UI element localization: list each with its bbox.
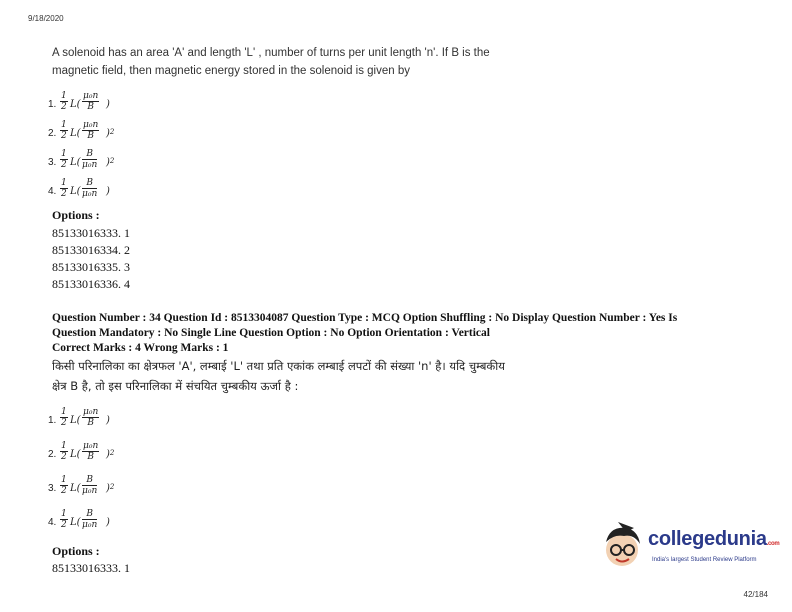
formula-L: L( [70, 517, 81, 528]
formula-L: L( [70, 415, 81, 426]
exponent: 2 [109, 128, 115, 136]
inner-fraction: $\frac{\text{μ₀n}}{B}$ [83, 91, 99, 112]
formula-number: 2. [48, 128, 57, 139]
logo-wordmark: collegedunia.com [648, 528, 780, 550]
option-line: 85133016335. 3 [52, 260, 130, 274]
half-fraction: $\frac{1}{2}$ [61, 509, 67, 530]
inner-fraction: $\frac{B}{\text{μ₀n}}$ [82, 149, 98, 170]
half-fraction: $\frac{1}{2}$ [61, 120, 67, 141]
formula-close: ) [106, 517, 110, 528]
formula-close: ) [106, 415, 110, 426]
option-line: 85133016336. 4 [52, 277, 130, 291]
formula-number: 4. [48, 517, 57, 528]
half-fraction: $\frac{1}{2}$ [61, 475, 67, 496]
option-line: 85133016333. 1 [52, 561, 130, 575]
formula-number: 3. [48, 483, 57, 494]
formula-number: 3. [48, 157, 57, 168]
exponent: 2 [109, 483, 115, 491]
formula-L: L( [70, 157, 81, 168]
formula-close: ) [106, 186, 110, 197]
option-line: 85133016333. 1 [52, 226, 130, 240]
question2-hindi-line1: किसी परिनालिका का क्षेत्रफल 'A', लम्बाई 'L' तथा प्रति एकांक लम्बाई लपटों की संख्या 'n' है। यदि चुम्बकीय [52, 359, 505, 373]
question2-options-label: Options : [52, 544, 100, 558]
formula-L: L( [70, 128, 81, 139]
inner-fraction: $\frac{\text{μ₀n}}{B}$ [83, 441, 99, 462]
half-fraction: $\frac{1}{2}$ [61, 407, 67, 428]
formula-number: 1. [48, 99, 57, 110]
inner-fraction: $\frac{B}{\text{μ₀n}}$ [82, 509, 98, 530]
half-fraction: $\frac{1}{2}$ [61, 178, 67, 199]
formula-L: L( [70, 99, 81, 110]
inner-fraction: $\frac{B}{\text{μ₀n}}$ [82, 475, 98, 496]
inner-fraction: $\frac{B}{\text{μ₀n}}$ [82, 178, 98, 199]
exponent: 2 [109, 157, 115, 165]
formula-L: L( [70, 483, 81, 494]
question2-hindi-text [52, 356, 505, 396]
inner-fraction: $\frac{\text{μ₀n}}{B}$ [83, 407, 99, 428]
question2-marks: Correct Marks : 4 Wrong Marks : 1 [52, 342, 229, 354]
formula-number: 2. [48, 449, 57, 460]
formula-close: )$^2$ [106, 449, 115, 460]
formula-number: 4. [48, 186, 57, 197]
page-number: 42/184 [743, 590, 768, 599]
question1-line2: magnetic field, then magnetic energy stored in the solenoid is given by [52, 65, 410, 77]
question2-meta [52, 311, 752, 356]
question1-options-label: Options : [52, 208, 100, 222]
question1-options [52, 226, 130, 294]
question2-meta-line1: Question Number : 34 Question Id : 8513304087 Question Type : MCQ Option Shuffling : No Display Question Number : Yes Is [52, 312, 678, 324]
formula-L: L( [70, 449, 81, 460]
option-line: 85133016334. 2 [52, 243, 130, 257]
question2-meta-line2: Question Mandatory : No Single Line Question Option : No Option Orientation : Vertical [52, 327, 490, 339]
half-fraction: $\frac{1}{2}$ [61, 149, 67, 170]
question1-text [52, 44, 490, 80]
formula-L: L( [70, 186, 81, 197]
formula-close: ) [106, 99, 110, 110]
collegedunia-logo [600, 520, 780, 572]
formula-close: )$^2$ [106, 128, 115, 139]
formula-number: 1. [48, 415, 57, 426]
inner-fraction: $\frac{\text{μ₀n}}{B}$ [83, 120, 99, 141]
half-fraction: $\frac{1}{2}$ [61, 91, 67, 112]
print-date: 9/18/2020 [28, 14, 64, 23]
formula-close: )$^2$ [106, 157, 115, 168]
formula-close: )$^2$ [106, 483, 115, 494]
logo-tagline: India's largest Student Review Platform [652, 557, 757, 563]
half-fraction: $\frac{1}{2}$ [61, 441, 67, 462]
exponent: 2 [109, 449, 115, 457]
question2-hindi-line2: क्षेत्र B है, तो इस परिनालिका में संचयित चुम्बकीय ऊर्जा है : [52, 379, 299, 393]
mascot-icon [600, 520, 646, 572]
question1-line1: A solenoid has an area 'A' and length 'L' , number of turns per unit length 'n'. If B is the [52, 47, 490, 59]
